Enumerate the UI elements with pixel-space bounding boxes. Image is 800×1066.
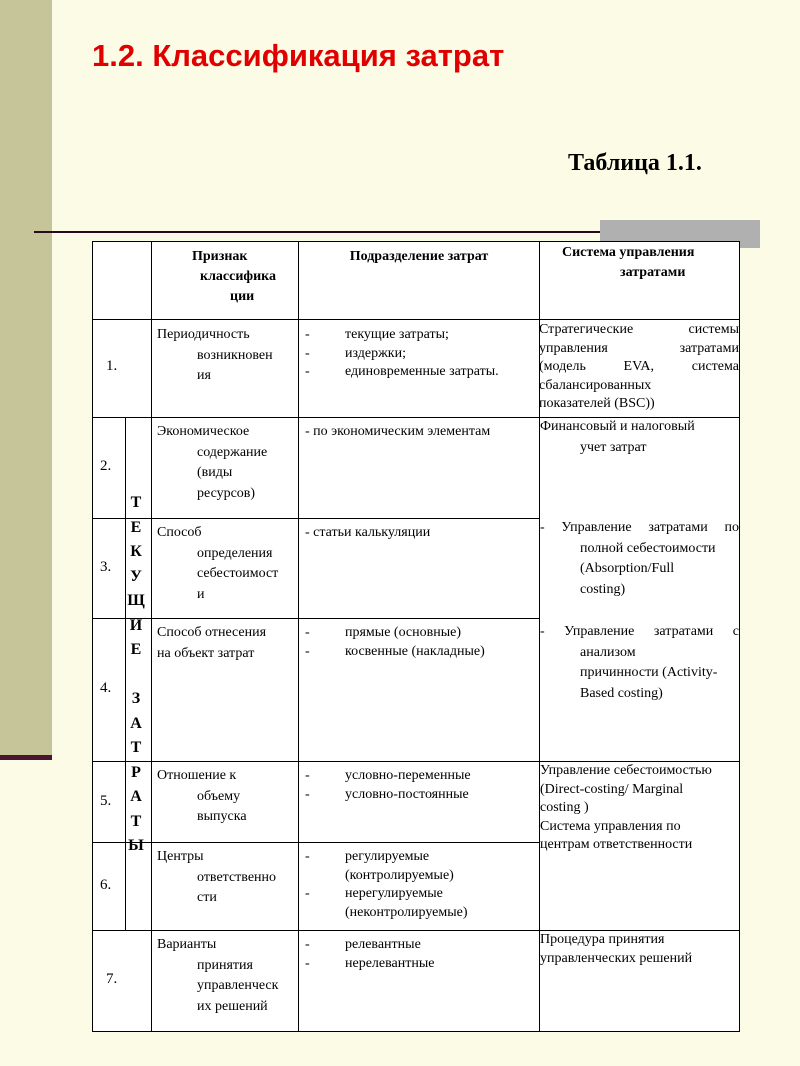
- row-3-feature: Способ определения себестоимост и: [157, 525, 279, 602]
- row-7-division-list: [305, 936, 537, 973]
- row-1-system: Стратегические системы управления затратами (модель EVA, система сбалансированных показателей (BSC)): [539, 322, 739, 411]
- side-decoration-line: [0, 755, 52, 760]
- row-2-system: Финансовый и налоговый учет затрат: [540, 419, 695, 455]
- row-1-feature: Периодичность возникновен ия: [157, 327, 273, 383]
- row-4-division-list: [305, 624, 537, 661]
- row-5-feature: Отношение к объему выпуска: [157, 768, 247, 824]
- row-number-4: 4.: [100, 680, 112, 696]
- row-number-5: 5.: [100, 793, 112, 809]
- vertical-label-current-costs: Т Е К У Щ И Е З А Т Р А Т Ы: [127, 494, 145, 854]
- row-5-6-system: Управление себестоимостью (Direct-costing/ Marginal costing ) Система управления по центрам ответственности: [540, 763, 712, 852]
- list-item: - релевантные: [305, 936, 537, 955]
- list-item: - прямые (основные): [305, 624, 537, 643]
- row-6-division-list: [305, 848, 537, 922]
- side-decoration-bar: [0, 0, 52, 760]
- classification-table: [92, 241, 740, 1032]
- list-item: - косвенные (накладные): [305, 643, 537, 662]
- row-6-feature: Центры ответственно сти: [157, 849, 277, 905]
- row-3-4-system-activity: - Управление затратами с анализом причинности (Activity- Based costing): [540, 624, 739, 701]
- header-feature: Признак классифика ции: [192, 249, 277, 304]
- list-item: (неконтролируемые): [345, 904, 468, 920]
- row-1-division-list: [305, 326, 537, 382]
- list-item: - условно-переменные: [305, 767, 537, 786]
- row-3-division: - статьи калькуляции: [305, 525, 431, 540]
- row-3-4-system-absorption: - Управление затратами по полной себестоимости (Absorption/Full costing): [540, 520, 739, 597]
- list-item: (контролируемые): [345, 867, 454, 883]
- list-item: - издержки;: [305, 345, 537, 364]
- row-number-7: 7.: [106, 971, 118, 987]
- row-number-2: 2.: [100, 458, 112, 474]
- row-7-system: Процедура принятия управленческих решений: [540, 932, 693, 966]
- row-7-feature: Варианты принятия управленческ их решений: [157, 937, 279, 1014]
- list-item: - единовременные затраты.: [305, 363, 537, 382]
- list-item: - нерелевантные: [305, 955, 537, 974]
- slide-title: 1.2. Классификация затрат: [92, 38, 505, 73]
- row-number-1: 1.: [106, 358, 118, 374]
- row-4-feature: Способ отнесения на объект затрат: [157, 625, 267, 661]
- row-number-6: 6.: [100, 877, 112, 893]
- list-item: - текущие затраты;: [305, 326, 537, 345]
- row-number-3: 3.: [100, 559, 112, 575]
- row-2-feature: Экономическое содержание (виды ресурсов): [157, 424, 268, 501]
- row-5-division-list: [305, 767, 537, 804]
- header-system: Система управления затратами: [562, 245, 695, 280]
- list-item: - условно-постоянные: [305, 786, 537, 805]
- table-caption: Таблица 1.1.: [568, 150, 702, 176]
- header-division: Подразделение затрат: [349, 249, 489, 264]
- list-item: - регулируемые: [305, 848, 537, 867]
- row-2-division: - по экономическим элементам: [305, 424, 491, 439]
- list-item: - нерегулируемые: [305, 885, 537, 904]
